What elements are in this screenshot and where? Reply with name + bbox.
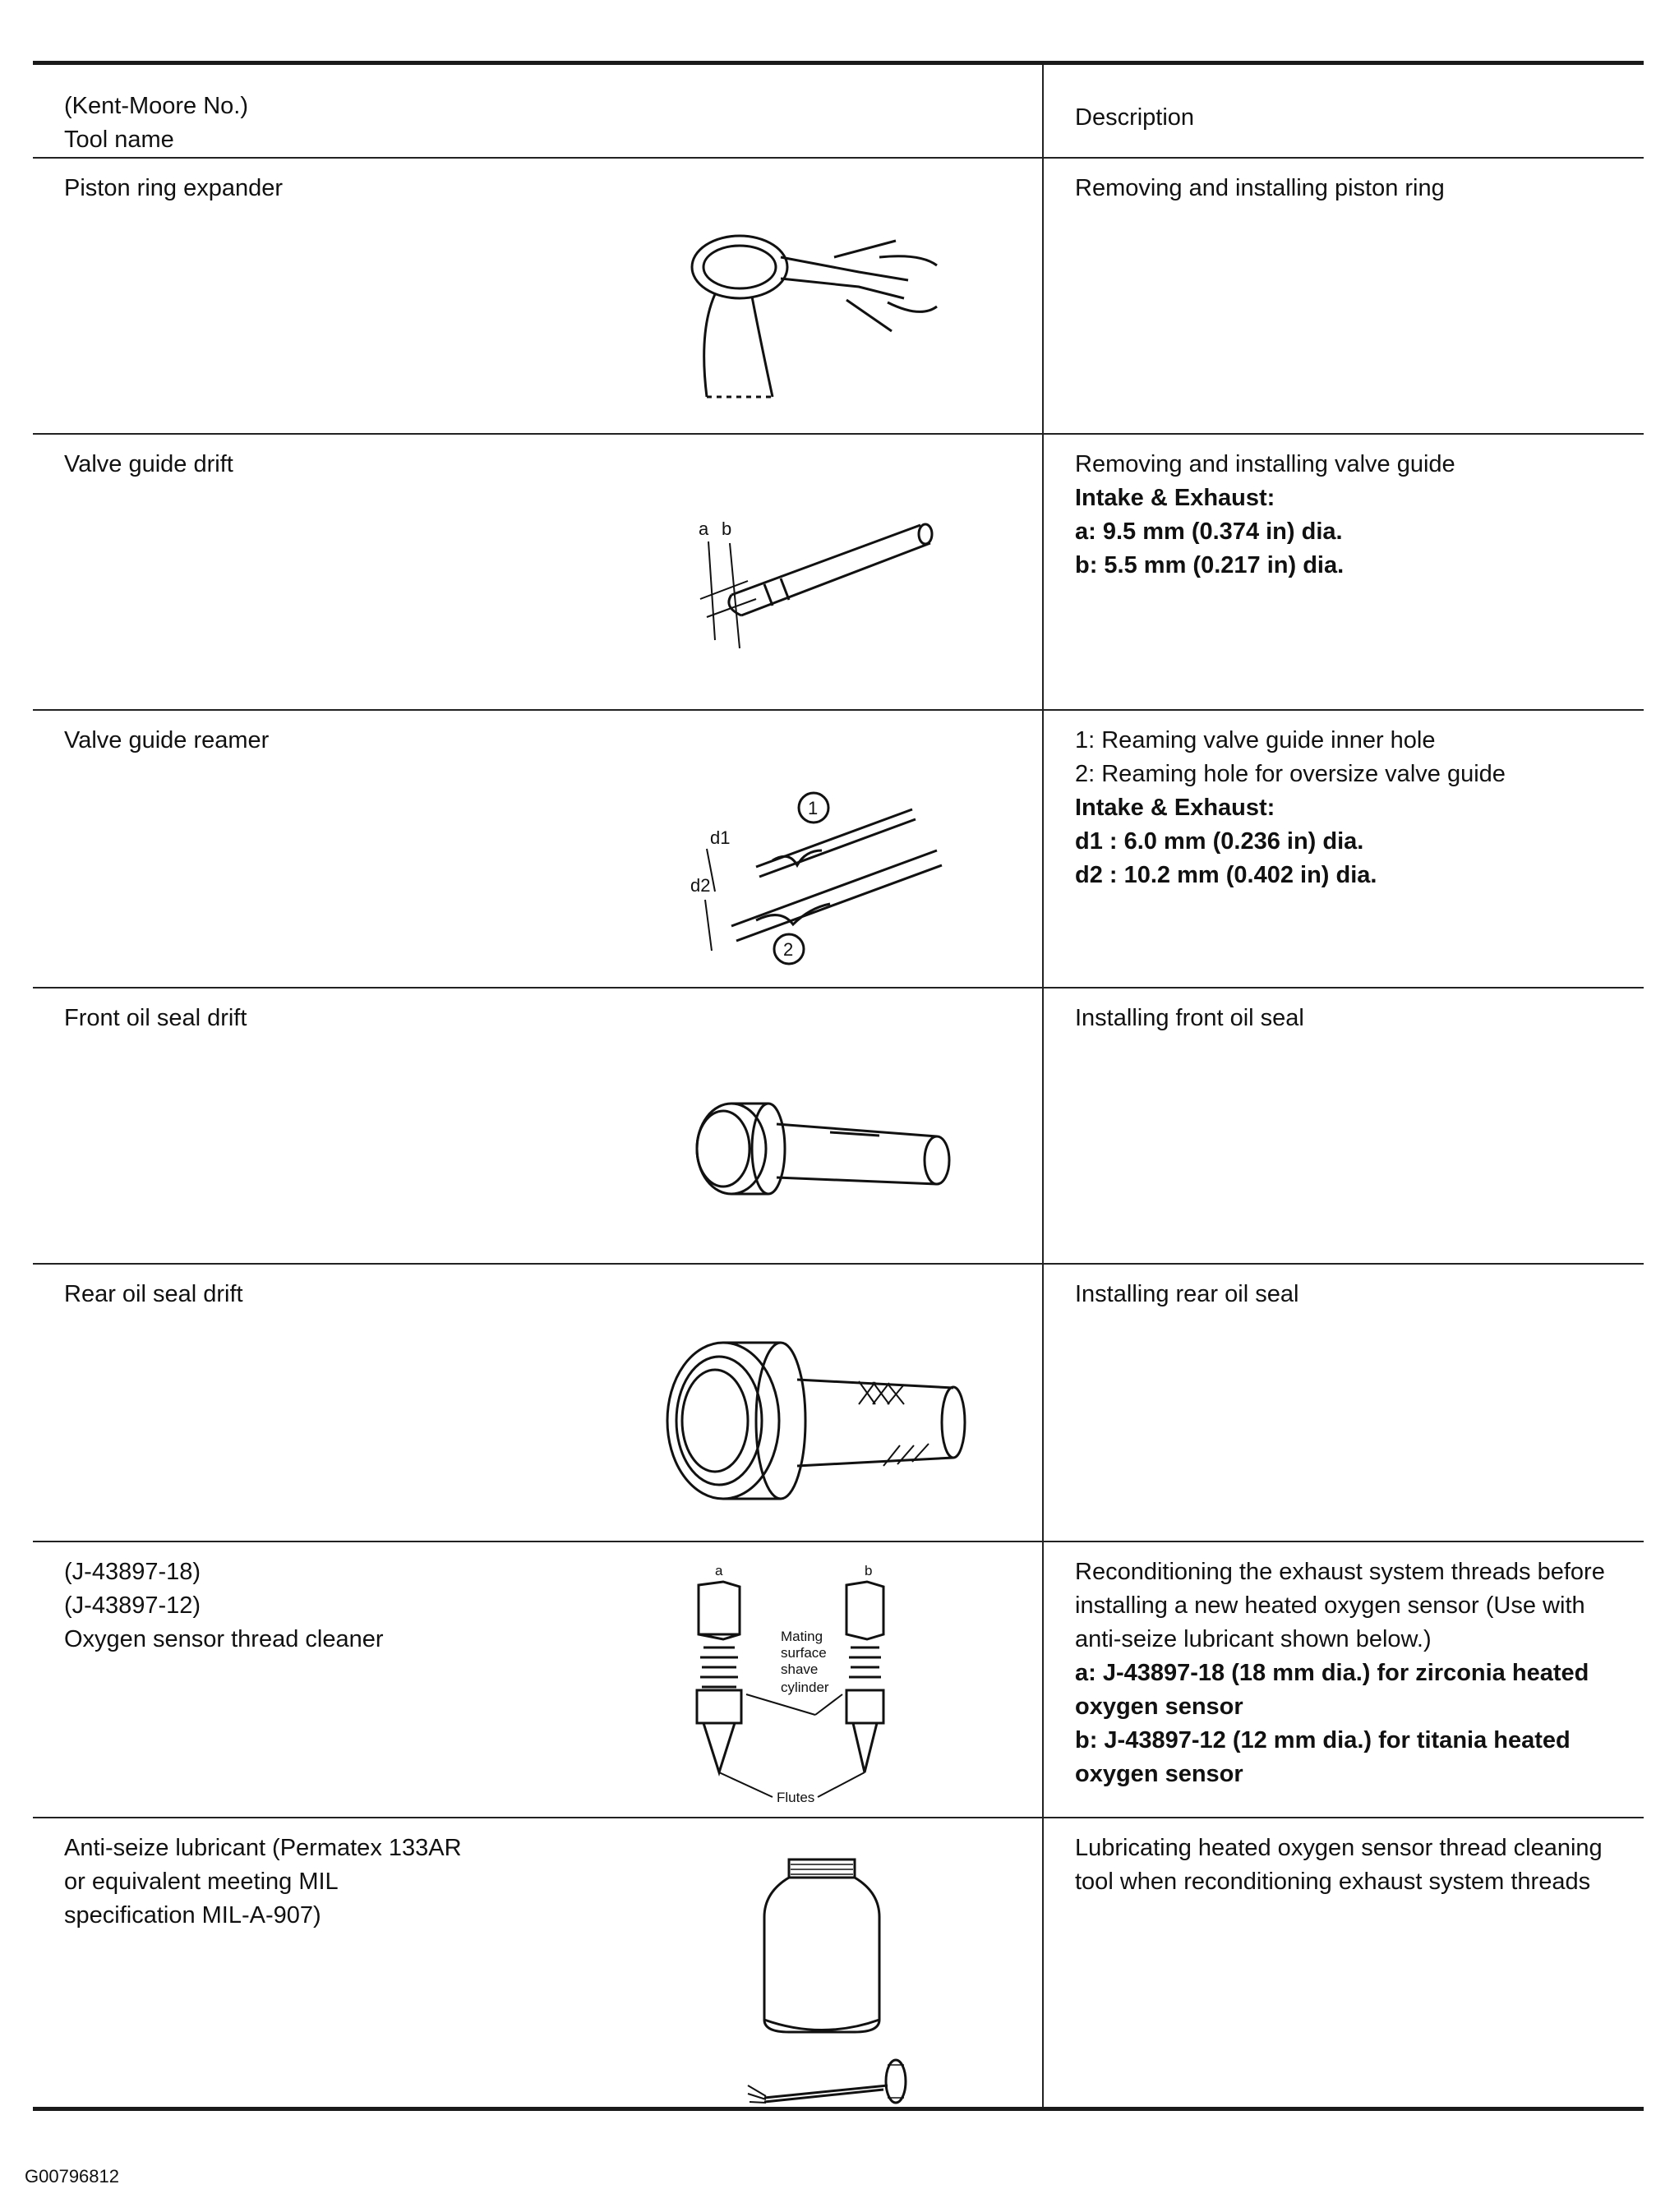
figure-label-cylinder: cylinder [781,1680,829,1695]
tool-description [1075,1278,1634,1311]
tool-name: Valve guide reamer [64,727,270,753]
valve-guide-drift-illustration [666,492,978,681]
table-header-row [33,65,1644,159]
table-row-oxygen-sensor-thread-cleaner [33,1542,1644,1818]
description-line: Installing rear oil seal [1075,1281,1299,1307]
figure-code: G00796812 [25,2166,119,2187]
figure-label-shave: shave [781,1661,819,1677]
table-row-rear-oil-seal-drift [33,1265,1644,1542]
description-bold-line: d2 : 10.2 mm (0.402 in) dia. [1075,862,1377,888]
tool-description [1075,172,1634,205]
tool-name: Rear oil seal drift [64,1281,243,1307]
tool-description [1075,1002,1634,1035]
tool-name: Front oil seal drift [64,1005,247,1031]
tool-description [1075,1832,1634,1899]
description-column-header: Description [1075,104,1195,131]
figure-label-a: a [715,1563,723,1578]
table-row-valve-guide-reamer [33,711,1644,988]
table-row-front-oil-seal-drift [33,988,1644,1265]
tool-column-header: (Kent-Moore No.) Tool name [64,93,249,153]
description-line: 2: Reaming hole for oversize valve guide [1075,761,1506,787]
tool-description [1075,1555,1634,1791]
description-bold-line: b: 5.5 mm (0.217 in) dia. [1075,552,1345,578]
special-tools-table [33,61,1644,2111]
tool-name: Valve guide drift [64,451,233,477]
tool-name: Piston ring expander [64,175,283,201]
rear-oil-seal-drift-illustration [657,1322,986,1519]
figure-label-flutes: Flutes [777,1790,815,1805]
figure-label-surface: surface [781,1645,827,1661]
figure-label-b: b [722,518,732,539]
figure-label-1: 1 [808,798,819,818]
figure-label-2: 2 [783,939,794,960]
description-bold-line: d1 : 6.0 mm (0.236 in) dia. [1075,828,1364,855]
tool-name: Anti-seize lubricant (Permatex 133AR or equivalent meeting MIL specification MIL-A-907) [64,1835,462,1929]
description-line: Removing and installing valve guide [1075,451,1455,477]
table-row-valve-guide-drift [33,435,1644,711]
figure-label-b: b [865,1563,873,1578]
table-row-piston-ring-expander [33,159,1644,435]
tool-description [1075,448,1634,583]
description-line: Installing front oil seal [1075,1005,1304,1031]
front-oil-seal-drift-illustration [682,1079,962,1219]
oxygen-sensor-thread-cleaner-illustration [674,1559,920,1813]
anti-seize-lubricant-illustration [731,1835,945,2106]
description-bold-line: a: J-43897-18 (18 mm dia.) for zirconia heated oxygen sensor [1075,1660,1589,1720]
figure-label-a: a [699,518,709,539]
description-bold-line: a: 9.5 mm (0.374 in) dia. [1075,518,1343,545]
description-bold-line: b: J-43897-12 (12 mm dia.) for titania heated oxygen sensor [1075,1727,1571,1787]
tool-name: (J-43897-18) (J-43897-12) Oxygen sensor thread cleaner [64,1559,384,1652]
description-line: 1: Reaming valve guide inner hole [1075,727,1436,753]
figure-label-d2: d2 [690,875,711,896]
figure-label-d1: d1 [710,827,731,848]
table-row-anti-seize-lubricant [33,1818,1644,2111]
description-line: Lubricating heated oxygen sensor thread cleaning tool when reconditioning exhaust system threads [1075,1835,1603,1895]
description-bold-line: Intake & Exhaust: [1075,485,1275,511]
description-line: Removing and installing piston ring [1075,175,1445,201]
description-line: Reconditioning the exhaust system threads before installing a new heated oxygen sensor (Use with anti-seize lubricant shown below.) [1075,1559,1605,1652]
description-bold-line: Intake & Exhaust: [1075,795,1275,821]
piston-ring-expander-illustration [682,208,945,422]
tool-description [1075,724,1634,892]
figure-label-mating: Mating [781,1629,823,1644]
valve-guide-reamer-illustration [657,768,986,965]
